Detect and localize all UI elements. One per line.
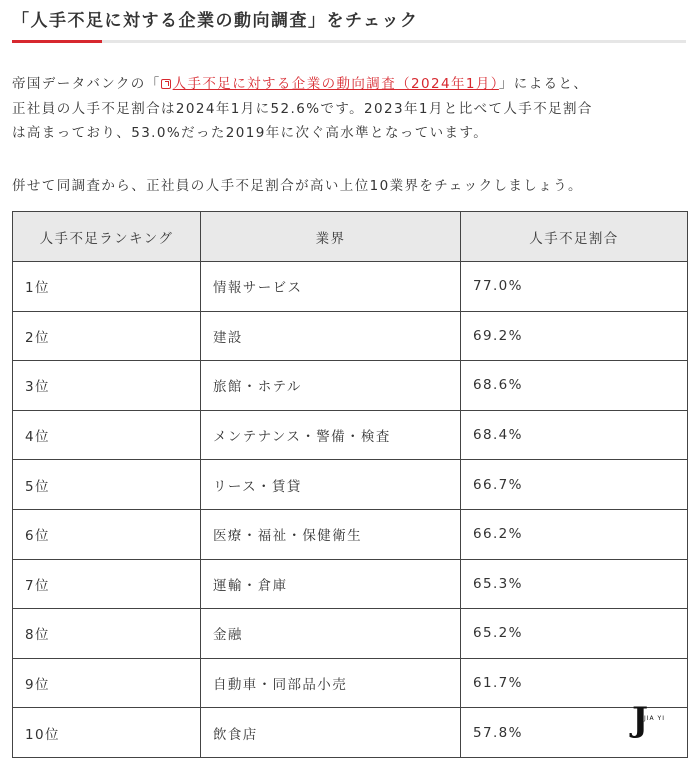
industry-cell: 旅館・ホテル [201, 361, 461, 411]
heading-underline [12, 40, 686, 43]
rank-cell: 5位 [13, 460, 201, 510]
industry-cell: 自動車・同部品小売 [201, 658, 461, 708]
industry-cell: 情報サービス [201, 262, 461, 312]
shortage-rate-cell: 66.2% [461, 509, 688, 559]
lead-paragraph: 併せて同調査から、正社員の人手不足割合が高い上位10業界をチェックしましょう。 [12, 178, 583, 194]
table-row [13, 410, 688, 460]
external-link-icon [161, 79, 171, 89]
rank-cell: 10位 [13, 708, 201, 758]
rank-cell: 9位 [13, 658, 201, 708]
section-heading: 「人手不足に対する企業の動向調査」をチェック [12, 11, 419, 31]
shortage-rate-cell: 65.3% [461, 559, 688, 609]
table-row [13, 361, 688, 411]
table-row [13, 658, 688, 708]
industry-cell: 飲食店 [201, 708, 461, 758]
shortage-rate-cell: 57.8% [461, 708, 688, 758]
intro-line-1 [12, 72, 688, 97]
shortage-rate-cell: 65.2% [461, 609, 688, 659]
brand-logo [630, 702, 680, 746]
heading-underline-accent [12, 40, 102, 43]
table-row [13, 460, 688, 510]
rank-cell: 3位 [13, 361, 201, 411]
intro-paragraph [12, 72, 688, 146]
shortage-rate-cell: 66.7% [461, 460, 688, 510]
industry-cell: 建設 [201, 311, 461, 361]
header-industry: 業界 [201, 212, 461, 262]
ranking-table [12, 211, 688, 758]
shortage-rate-cell: 61.7% [461, 658, 688, 708]
table-header-row [13, 212, 688, 262]
table-row [13, 559, 688, 609]
industry-cell: メンテナンス・警備・検査 [201, 410, 461, 460]
intro-line-1-suffix: 」によると、 [498, 76, 589, 92]
table-row [13, 262, 688, 312]
shortage-rate-cell: 68.4% [461, 410, 688, 460]
survey-source-link-label: 人手不足に対する企業の動向調査（2024年1月） [172, 76, 499, 92]
shortage-rate-cell: 68.6% [461, 361, 688, 411]
industry-cell: 運輸・倉庫 [201, 559, 461, 609]
rank-cell: 4位 [13, 410, 201, 460]
shortage-rate-cell: 77.0% [461, 262, 688, 312]
table-row [13, 509, 688, 559]
rank-cell: 8位 [13, 609, 201, 659]
industry-cell: 金融 [201, 609, 461, 659]
intro-line-1-prefix: 帝国データバンクの「 [12, 76, 161, 92]
rank-cell: 6位 [13, 509, 201, 559]
table-row [13, 609, 688, 659]
header-ranking: 人手不足ランキング [13, 212, 201, 262]
industry-cell: 医療・福祉・保健衛生 [201, 509, 461, 559]
logo-mark: J [632, 700, 649, 740]
survey-source-link[interactable] [161, 76, 499, 92]
header-shortage-rate: 人手不足割合 [461, 212, 688, 262]
rank-cell: 7位 [13, 559, 201, 609]
ranking-table-body [13, 262, 688, 758]
rank-cell: 2位 [13, 311, 201, 361]
logo-subtext: JIA YI [644, 715, 665, 722]
shortage-rate-cell: 69.2% [461, 311, 688, 361]
table-row [13, 708, 688, 758]
intro-line-3: は高まっており、53.0%だった2019年に次ぐ高水準となっています。 [12, 125, 489, 141]
table-row [13, 311, 688, 361]
industry-cell: リース・賃貸 [201, 460, 461, 510]
intro-line-2: 正社員の人手不足割合は2024年1月に52.6%です。2023年1月と比べて人手不足割合 [12, 100, 593, 117]
rank-cell: 1位 [13, 262, 201, 312]
